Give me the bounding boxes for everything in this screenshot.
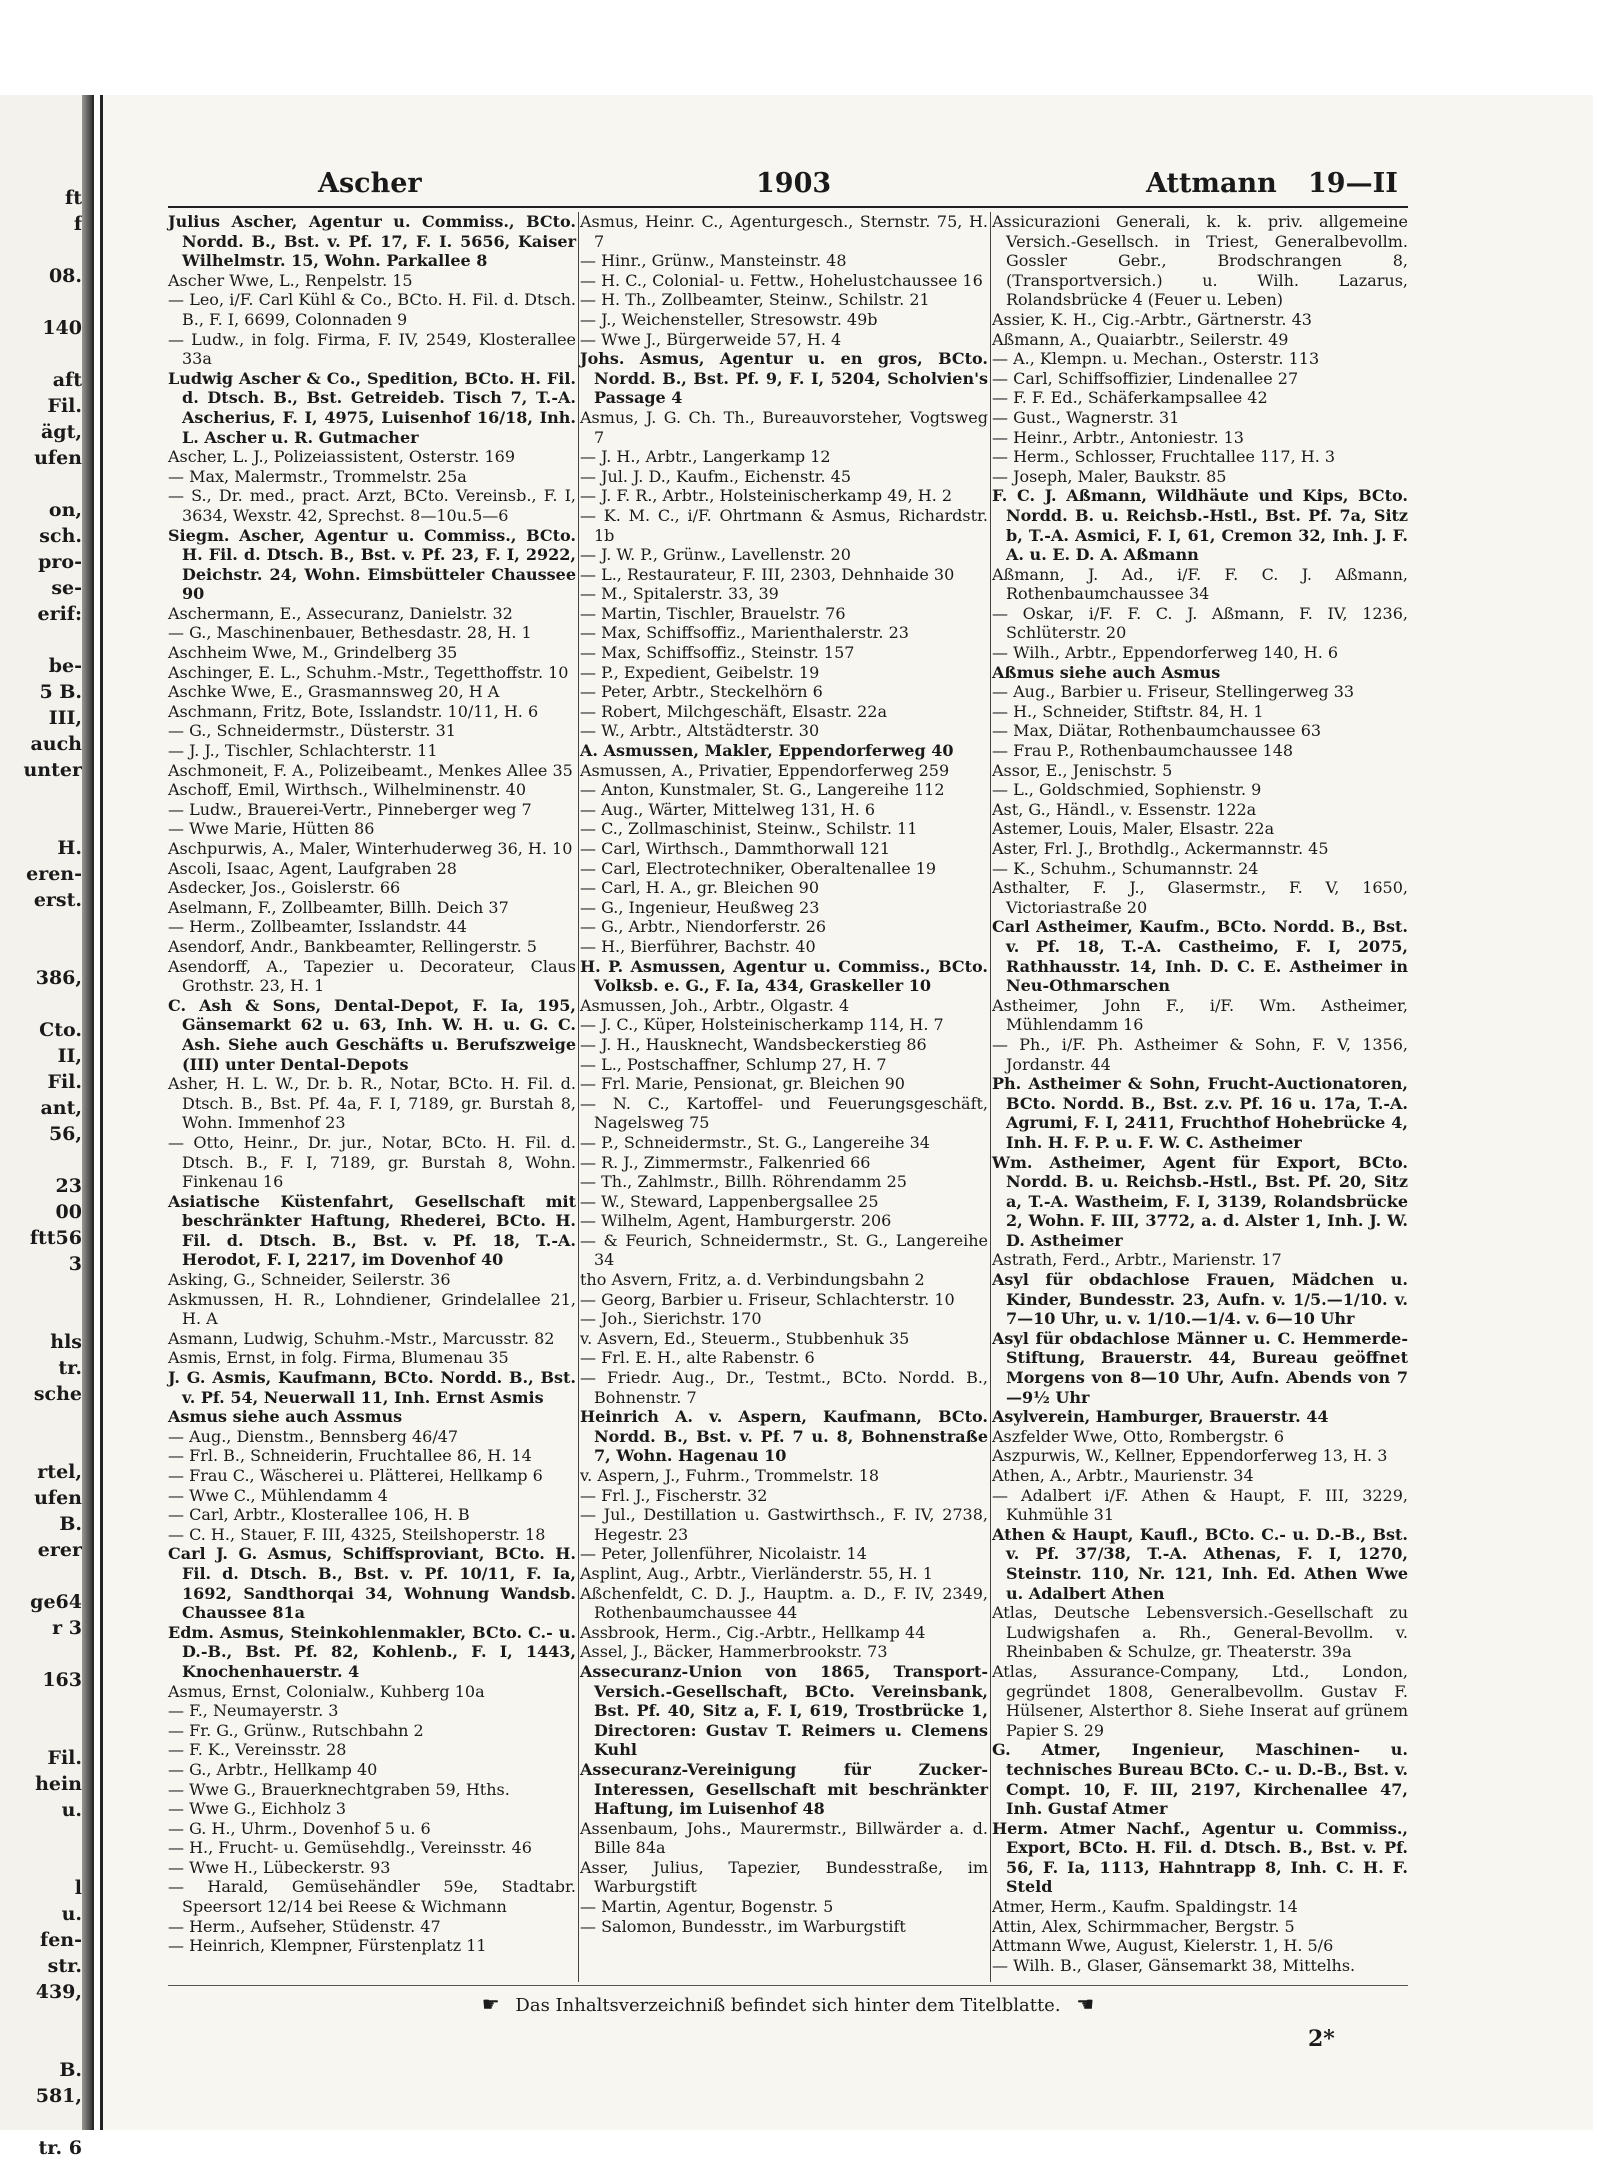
footer-note: [168, 1992, 1408, 2016]
directory-entry: Johs. Asmus, Agentur u. en gros, BCto. Nordd. B., Bst. Pf. 9, F. I, 5204, Scholvien's Passage 4: [580, 349, 988, 408]
left-page-fragment: [0, 341, 84, 367]
left-page-fragment: 439,: [35, 1981, 82, 2003]
directory-entry: — C. H., Stauer, F. III, 4325, Steilshoperstr. 18: [168, 1524, 546, 1544]
directory-entry: H. P. Asmussen, Agentur u. Commiss., BCto. Volksb. e. G., F. Ia, 434, Graskeller 10: [580, 956, 988, 996]
footer-text: Das Inhaltsverzeichniß befindet sich hinter dem Titelblatte.: [515, 1995, 1061, 2016]
left-page-fragment: Fil.: [47, 1071, 82, 1093]
left-page-fragment: sch.: [39, 525, 82, 547]
directory-entry: Asdecker, Jos., Goislerstr. 66: [168, 878, 401, 898]
directory-entry: Assbrook, Herm., Cig.-Arbtr., Hellkamp 44: [580, 1622, 926, 1642]
directory-entry: Asiatische Küstenfahrt, Gesellschaft mit beschränkter Haftung, Rhederei, BCto. H. Fil. d. Dtsch. B., Bst. v. Pf. 18, T.-A. Herodot, F. I, 2217, im Dovenhof 40: [168, 1191, 576, 1270]
directory-entry: — Carl, Electrotechniker, Oberaltenallee 19: [580, 858, 937, 878]
directory-entry: Aschoff, Emil, Wirthsch., Wilhelminenstr. 40: [168, 780, 527, 800]
left-page-fragment: auch: [30, 733, 82, 755]
directory-entry: Assor, E., Jenischstr. 5: [992, 760, 1173, 780]
directory-entry: Atlas, Deutsche Lebensversich.-Gesellschaft zu Ludwigshafen a. Rh., General-Bevollm. v. Rheinbaben & Schulze, gr. Theaterstr. 39a: [992, 1603, 1408, 1662]
directory-entry: — Carl, Schiffsoffizier, Lindenallee 27: [992, 368, 1299, 388]
directory-entry: — Frau C., Wäscherei u. Plätterei, Hellkamp 6: [168, 1466, 543, 1485]
directory-entry: Heinrich A. v. Aspern, Kaufmann, BCto. Nordd. B., Bst. v. Pf. 7 u. 8, Bohnenstraße 7, Wohn. Hagenau 10: [580, 1407, 988, 1466]
directory-entry: Aschpurwis, A., Maler, Winterhuderweg 36, H. 10: [168, 839, 573, 858]
directory-entry: — Wwe Marie, Hütten 86: [168, 819, 375, 839]
directory-entry: — G., Arbtr., Niendorferstr. 26: [580, 917, 827, 937]
directory-entry: Assier, K. H., Cig.-Arbtr., Gärtnerstr. 43: [992, 309, 1312, 329]
left-page-fragment: [0, 2109, 84, 2135]
directory-entry: — W., Steward, Lappenbergsallee 25: [580, 1191, 879, 1211]
directory-entry: Askmussen, H. R., Lohndiener, Grindelallee 21, H. A: [168, 1289, 576, 1329]
directory-entry: Astrath, Ferd., Arbtr., Marienstr. 17: [992, 1250, 1282, 1270]
directory-entry: Wm. Astheimer, Agent für Export, BCto. Nordd. B. u. Reichsb.-Hstl., Bst. Pf. 20, Sitz a, T.-A. Wastheim, F. I, 3139, Rolandsbrücke 2, Wohn. F. III, 3772, a. d. Alster 1, Inh. J. W. D. Astheimer: [992, 1152, 1408, 1250]
left-page-fragment: Fil.: [47, 395, 82, 417]
column-2: [580, 212, 988, 1982]
left-page-fragment: 56,: [48, 1123, 82, 1145]
directory-entry: Asendorff, A., Tapezier u. Decorateur, Claus Grothstr. 23, H. 1: [168, 956, 576, 996]
left-page-fragment: aft: [52, 369, 82, 391]
directory-entry: — Ph., i/F. Ph. Astheimer & Sohn, F. V, 1356, Jordanstr. 44: [992, 1034, 1408, 1074]
running-header: [168, 168, 1408, 202]
left-page-fragment: [0, 471, 84, 497]
directory-entry: — Otto, Heinr., Dr. jur., Notar, BCto. H. Fil. d. Dtsch. B., F. I, 7189, gr. Burstah 8, Wohn. Finkenau 16: [168, 1132, 576, 1192]
left-page-fragment: be-: [48, 655, 82, 677]
directory-entry: J. G. Asmis, Kaufmann, BCto. Nordd. B., Bst. v. Pf. 54, Neuerwall 11, Inh. Ernst Asmis: [168, 1368, 576, 1407]
directory-entry: — Robert, Milchgeschäft, Elsastr. 22a: [580, 701, 888, 721]
directory-entry: — M., Spitalerstr. 33, 39: [580, 584, 779, 604]
left-page-fragment: rtel,: [37, 1461, 82, 1483]
directory-entry: — S., Dr. med., pract. Arzt, BCto. Vereinsb., F. I, 3634, Wexstr. 42, Sprechst. 8—10u.5—6: [168, 486, 576, 525]
left-page-fragment: ufen: [34, 447, 82, 469]
left-page-fragment: [0, 1303, 84, 1329]
directory-entry: — G., Ingenieur, Heußweg 23: [580, 897, 820, 917]
directory-entry: — H., Frucht- u. Gemüsehdlg., Vereinsstr. 46: [168, 1838, 532, 1858]
left-page-fragment: 140: [42, 317, 82, 339]
directory-entry: — H., Bierführer, Bachstr. 40: [580, 936, 816, 956]
left-page-fragment: eren-: [26, 863, 82, 885]
directory-entry: — H. C., Colonial- u. Fettw., Hohelustchaussee 16: [580, 270, 983, 290]
directory-entry: — G., Maschinenbauer, Bethesdastr. 28, H. 1: [168, 623, 532, 643]
column-3: [992, 212, 1408, 1982]
directory-entry: — Wilh. B., Glaser, Gänsemarkt 38, Mittelhs.: [992, 1955, 1356, 1975]
page-gutter: [82, 95, 92, 2130]
pointing-hand-left-icon: ☚: [1076, 1992, 1095, 2016]
directory-entry: Asking, G., Schneider, Seilerstr. 36: [168, 1270, 451, 1290]
left-page-fragment: erer: [37, 1539, 82, 1561]
directory-entry: Aschmoneit, F. A., Polizeibeamt., Menkes Allee 35: [168, 760, 573, 780]
left-page-fragment: 386,: [35, 967, 82, 989]
left-page-fragment: fen-: [40, 1929, 82, 1951]
directory-entry: — Carl, Wirthsch., Dammthorwall 121: [580, 839, 891, 858]
header-first-entry: Ascher: [318, 168, 422, 199]
directory-entry: v. Asvern, Ed., Steuerm., Stubbenhuk 35: [580, 1328, 910, 1348]
directory-entry: — Heinrich, Klempner, Fürstenplatz 11: [168, 1936, 487, 1956]
directory-entry: Attin, Alex, Schirmmacher, Bergstr. 5: [992, 1916, 1295, 1936]
left-page-fragment: Cto.: [39, 1019, 82, 1041]
directory-entry: — Carl, Arbtr., Klosterallee 106, H. B: [168, 1505, 470, 1525]
left-page-fragment: [0, 1641, 84, 1667]
directory-entry: — G., Arbtr., Hellkamp 40: [168, 1759, 378, 1779]
directory-entry: — Fr. G., Grünw., Rutschbahn 2: [168, 1720, 424, 1740]
directory-entry: — A., Klempn. u. Mechan., Osterstr. 113: [992, 349, 1320, 369]
directory-entry: — F. F. Ed., Schäferkampsallee 42: [992, 388, 1268, 408]
directory-entry: — Frl. J., Fischerstr. 32: [580, 1485, 768, 1505]
directory-entry: Asyl für obdachlose Frauen, Mädchen u. Kinder, Bundesstr. 23, Aufn. v. 1/5.—1/10. v. 7—10 Uhr, u. v. 1/10.—1/4. v. 6—10 Uhr: [992, 1270, 1408, 1329]
directory-entry: — Friedr. Aug., Dr., Testmt., BCto. Nordd. B., Bohnenstr. 7: [580, 1368, 988, 1407]
directory-entry: A. Asmussen, Makler, Eppendorferweg 40: [580, 741, 954, 761]
directory-entry: Asmus, Ernst, Colonialw., Kuhberg 10a: [168, 1681, 485, 1701]
directory-entry: — K., Schuhm., Schumannstr. 24: [992, 858, 1259, 878]
left-page-fragment: [0, 1719, 84, 1745]
directory-entry: Athen & Haupt, Kaufl., BCto. C.- u. D.-B., Bst. v. Pf. 37/38, T.-A. Athenas, F. I, 1270, Steinstr. 110, Nr. 121, Inh. Ed. Athen Wwe u. Adalbert Athen: [992, 1524, 1408, 1603]
directory-entry: — P., Expedient, Geibelstr. 19: [580, 662, 820, 682]
directory-entry: — & Feurich, Schneidermstr., St. G., Langereihe 34: [580, 1230, 988, 1270]
directory-entry: Aßchenfeldt, C. D. J., Hauptm. a. D., F. IV, 2349, Rothenbaumchaussee 44: [580, 1583, 988, 1623]
left-page-fragment: 08.: [48, 265, 82, 287]
directory-entry: Atlas, Assurance-Company, Ltd., London, gegründet 1808, Generalbevollm. Gustav F. Hülsener, Alsterthor 8. Siehe Inserat auf grünem Papier S. 29: [992, 1661, 1408, 1740]
directory-entry: — N. C., Kartoffel- und Feuerungsgeschäft, Nagelsweg 75: [580, 1093, 988, 1133]
directory-entry: — Anton, Kunstmaler, St. G., Langereihe 112: [580, 780, 945, 800]
left-page-fragment: f: [73, 213, 82, 235]
directory-entry: Aschermann, E., Assecuranz, Danielstr. 32: [168, 603, 513, 623]
directory-entry: G. Atmer, Ingenieur, Maschinen- u. technisches Bureau BCto. C.- u. D.-B., Bst. v. Compt. 10, F. III, 2197, Kirchenallee 47, Inh. Gustaf Atmer: [992, 1740, 1408, 1819]
left-page-fragment: 5 B.: [39, 681, 82, 703]
left-page-fragment: [0, 991, 84, 1017]
left-page-fragment: [0, 1407, 84, 1433]
directory-entry: — Martin, Tischler, Brauelstr. 76: [580, 603, 846, 623]
left-page-fragment: [0, 1147, 84, 1173]
directory-entry: — Frau P., Rothenbaumchaussee 148: [992, 741, 1294, 761]
pointing-hand-icon: ☛: [481, 1992, 500, 2016]
directory-entry: C. Ash & Sons, Dental-Depot, F. Ia, 195, Gänsemarkt 62 u. 63, Inh. W. H. u. G. C. Ash. Siehe auch Geschäfts u. Berufszweige (III) unter Dental-Depots: [168, 995, 576, 1074]
left-page-fragment: Fil.: [47, 1747, 82, 1769]
directory-entry: Julius Ascher, Agentur u. Commiss., BCto. Nordd. B., Bst. v. Pf. 17, F. I. 5656, Kaiser Wilhelmstr. 15, Wohn. Parkallee 8: [168, 212, 576, 271]
directory-entry: — Frl. B., Schneiderin, Fruchtallee 86, H. 14: [168, 1446, 532, 1466]
directory-entry: — Jul. J. D., Kaufm., Eichenstr. 45: [580, 466, 851, 486]
left-page-fragment: B.: [59, 1513, 82, 1535]
directory-entry: — Oskar, i/F. F. C. J. Aßmann, F. IV, 1236, Schlüterstr. 20: [992, 603, 1408, 643]
printer-signature: 2*: [1308, 2026, 1335, 2052]
directory-entry: Asplint, Aug., Arbtr., Vierländerstr. 55, H. 1: [580, 1563, 933, 1583]
directory-entry: — J. H., Arbtr., Langerkamp 12: [580, 447, 831, 467]
directory-entry: — P., Schneidermstr., St. G., Langereihe 34: [580, 1132, 930, 1152]
left-page-fragment: erst.: [33, 889, 82, 911]
directory-entry: — Hinr., Grünw., Mansteinstr. 48: [580, 251, 847, 271]
left-page-fragment: [0, 939, 84, 965]
left-page-fragment: [0, 237, 84, 263]
directory-entry: Herm. Atmer Nachf., Agentur u. Commiss., Export, BCto. H. Fil. d. Dtsch. B., Bst. v. Pf. 56, F. Ia, 1113, Hahntrapp 8, Inh. C. H. F. Steld: [992, 1818, 1408, 1897]
directory-entry: — Max, Malermstr., Trommelstr. 25a: [168, 466, 467, 486]
directory-entry: Astheimer, John F., i/F. Wm. Astheimer, Mühlendamm 16: [992, 995, 1408, 1035]
left-page-fragment: r 3: [52, 1617, 82, 1639]
left-page-fragment: H.: [57, 837, 82, 859]
directory-entry: — Aug., Barbier u. Friseur, Stellingerweg 33: [992, 682, 1355, 702]
directory-entry: — Martin, Agentur, Bogenstr. 5: [580, 1897, 834, 1917]
left-page-fragment: l: [74, 1877, 82, 1899]
directory-entry: — Ludw., in folg. Firma, F. IV, 2549, Klosterallee 33a: [168, 329, 576, 369]
left-page-fragment: 581,: [35, 2085, 82, 2107]
directory-entry: Asyl für obdachlose Männer u. C. Hemmerde-Stiftung, Brauerstr. 44, Bureau geöffnet Morgens von 8—10 Uhr, Aufn. Abends von 7—9½ Uhr: [992, 1328, 1408, 1407]
directory-entry: Assenbaum, Johs., Maurermstr., Billwärder a. d. Bille 84a: [580, 1818, 988, 1858]
directory-entry: Ph. Astheimer & Sohn, Frucht-Auctionatoren, BCto. Nordd. B., Bst. z.v. Pf. 16 u. 17a, T.-A. Agrumi, F. I, 2411, Fruchthof Hohebrücke 4, Inh. H. F. P. u. F. W. C. Astheimer: [992, 1074, 1408, 1152]
directory-entry: Asmus, J. G. Ch. Th., Bureauvorsteher, Vogtsweg 7: [580, 407, 988, 447]
directory-entry: — Salomon, Bundesstr., im Warburgstift: [580, 1916, 906, 1936]
directory-entry: Asthalter, F. J., Glasermstr., F. V, 1650, Victoriastraße 20: [992, 878, 1408, 917]
directory-entry: — H., Schneider, Stiftstr. 84, H. 1: [992, 701, 1264, 721]
directory-entry: — Joh., Sierichstr. 170: [580, 1309, 762, 1329]
directory-entry: Aßmann, A., Quaiarbtr., Seilerstr. 49: [992, 329, 1289, 349]
directory-entry: — Frl. Marie, Pensionat, gr. Bleichen 90: [580, 1074, 905, 1094]
directory-entry: Assel, J., Bäcker, Hammerbrookstr. 73: [580, 1642, 888, 1662]
left-page-fragment: erif:: [37, 603, 82, 625]
left-page-fragment: III,: [48, 707, 82, 729]
left-page-fragment: [0, 627, 84, 653]
directory-entry: — R. J., Zimmermstr., Falkenried 66: [580, 1152, 871, 1172]
directory-entry: — Wilh., Arbtr., Eppendorferweg 140, H. 6: [992, 643, 1339, 663]
left-page-fragment: 163: [42, 1669, 82, 1691]
directory-entry: Ascher, L. J., Polizeiassistent, Osterstr. 169: [168, 447, 515, 467]
left-page-fragment: [0, 913, 84, 939]
left-page-fragment: ägt,: [41, 421, 82, 443]
directory-entry: — Peter, Arbtr., Steckelhörn 6: [580, 682, 823, 702]
directory-entry: Asmus, Heinr. C., Agenturgesch., Sternstr. 75, H. 7: [580, 212, 988, 251]
directory-entry: — Georg, Barbier u. Friseur, Schlachterstr. 10: [580, 1289, 955, 1309]
left-page-fragment: hls: [50, 1331, 82, 1353]
left-page-fragment: tr. 6: [38, 2137, 82, 2159]
directory-entry: — H. Th., Zollbeamter, Steinw., Schilstr. 21: [580, 290, 930, 310]
directory-entry: — Harald, Gemüsehändler 59e, Stadtabr. Speersort 12/14 bei Reese & Wichmann: [168, 1877, 576, 1917]
directory-entry: — Max, Schiffsoffiz., Marienthalerstr. 23: [580, 623, 909, 643]
directory-entry: Asylverein, Hamburger, Brauerstr. 44: [992, 1407, 1329, 1427]
left-page-fragment: [0, 1433, 84, 1459]
left-page-fragment: II,: [57, 1045, 82, 1067]
left-page-fragment: ftt56: [29, 1227, 82, 1249]
directory-entry: Aschheim Wwe, M., Grindelberg 35: [168, 643, 458, 663]
left-page-fragment: [0, 2005, 84, 2031]
directory-entry: — L., Goldschmied, Sophienstr. 9: [992, 780, 1262, 800]
directory-entry: Ast, G., Händl., v. Essenstr. 122a: [992, 799, 1257, 819]
left-page-fragments: [0, 185, 84, 2161]
directory-entry: Assecuranz-Union von 1865, Transport-Versich.-Gesellschaft, BCto. Vereinsbank, Bst. Pf. 40, Sitz a, F. I, 619, Trostbrücke 1, Directoren: Gustav T. Reimers u. Clemens Kuhl: [580, 1661, 988, 1760]
directory-entry: Aszfelder Wwe, Otto, Rombergstr. 6: [992, 1426, 1285, 1446]
left-page-fragment: str.: [47, 1955, 82, 1977]
directory-entry: Ascoli, Isaac, Agent, Laufgraben 28: [168, 858, 457, 878]
directory-entry: — J. F. R., Arbtr., Holsteinischerkamp 49, H. 2: [580, 486, 953, 506]
directory-entry: Asmis, Ernst, in folg. Firma, Blumenau 35: [168, 1348, 509, 1368]
directory-entry: Assicurazioni Generali, k. k. priv. allgemeine Versich.-Gesellsch. in Triest, Generalbevollm. Gossler Gebr., Brodschrangen 8, (Transportversich.) u. Wilh. Lazarus, Rolandsbrücke 4 (Feuer u. Leben): [992, 212, 1408, 310]
directory-entry: F. C. J. Aßmann, Wildhäute und Kips, BCto. Nordd. B. u. Reichsb.-Hstl., Bst. Pf. 7a, Sitz b, T.-A. Asmici, F. I, 61, Cremon 32, Inh. J. F. A. u. E. D. A. Aßmann: [992, 486, 1408, 565]
left-page-fragment: se-: [51, 577, 82, 599]
directory-entry: — J., Weichensteller, Stresowstr. 49b: [580, 309, 878, 329]
column-divider: [990, 212, 991, 1982]
left-page-fragment: [0, 1277, 84, 1303]
directory-entry: — Adalbert i/F. Athen & Haupt, F. III, 3229, Kuhmühle 31: [992, 1485, 1408, 1525]
left-page-fragment: tr.: [58, 1357, 82, 1379]
left-page-fragment: ft: [65, 187, 82, 209]
directory-entry: — K. M. C., i/F. Ohrtmann & Asmus, Richardstr. 1b: [580, 505, 988, 545]
directory-entry: — Herm., Zollbeamter, Isslandstr. 44: [168, 917, 467, 937]
directory-entry: — Ludw., Brauerei-Vertr., Pinneberger weg 7: [168, 799, 532, 819]
directory-entry: — Jul., Destillation u. Gastwirthsch., F. IV, 2738, Hegestr. 23: [580, 1505, 988, 1544]
left-page-fragment: [0, 1563, 84, 1589]
directory-entry: — Th., Zahlmstr., Billh. Röhrendamm 25: [580, 1172, 907, 1192]
directory-entry: — F. K., Vereinsstr. 28: [168, 1740, 347, 1760]
directory-entry: tho Asvern, Fritz, a. d. Verbindungsbahn 2: [580, 1270, 925, 1290]
directory-entry: — Max, Diätar, Rothenbaumchaussee 63: [992, 721, 1322, 741]
left-page-edge: [0, 95, 94, 2159]
directory-entry: — W., Arbtr., Altstädterstr. 30: [580, 721, 820, 741]
left-page-fragment: ant,: [40, 1097, 82, 1119]
left-page-fragment: sche: [33, 1383, 82, 1405]
directory-entry: — Wwe G., Eichholz 3: [168, 1799, 347, 1819]
directory-entry: — J. W. P., Grünw., Lavellenstr. 20: [580, 545, 851, 565]
column-1: [168, 212, 576, 1982]
left-page-fragment: pro-: [38, 551, 82, 573]
directory-entry: — J. C., Küper, Holsteinischerkamp 114, H. 7: [580, 1015, 944, 1035]
directory-entry: Siegm. Ascher, Agentur u. Commiss., BCto. H. Fil. d. Dtsch. B., Bst. v. Pf. 23, F. I, 2922, Deichstr. 24, Wohn. Eimsbütteler Chaussee 90: [168, 525, 576, 604]
directory-entry: — Wilhelm, Agent, Hamburgerstr. 206: [580, 1211, 892, 1231]
left-page-fragment: ufen: [34, 1487, 82, 1509]
left-page-fragment: [0, 1693, 84, 1719]
directory-entry: Asendorf, Andr., Bankbeamter, Rellingerstr. 5: [168, 936, 537, 956]
directory-entry: Assecuranz-Vereinigung für Zucker-Interessen, Gesellschaft mit beschränkter Haftung, im Luisenhof 48: [580, 1759, 988, 1819]
directory-entry: — Frl. E. H., alte Rabenstr. 6: [580, 1348, 815, 1368]
left-page-fragment: [0, 783, 84, 809]
directory-entry: — L., Restaurateur, F. III, 2303, Dehnhaide 30: [580, 564, 955, 584]
directory-entry: Carl J. G. Asmus, Schiffsproviant, BCto. H. Fil. d. Dtsch. B., Bst. v. Pf. 10/11, F. Ia, 1692, Sandthorqai 34, Wohnung Wandsb. Chaussee 81a: [168, 1544, 576, 1623]
left-page-fragment: ge64: [30, 1591, 82, 1613]
column-divider: [578, 212, 579, 1982]
directory-entry: Aster, Frl. J., Brothdlg., Ackermannstr. 45: [992, 839, 1329, 858]
directory-entry: Asmus siehe auch Assmus: [168, 1407, 403, 1427]
header-year: 1903: [756, 168, 832, 199]
directory-entry: — Wwe C., Mühlendamm 4: [168, 1485, 388, 1505]
left-page-fragment: [0, 1823, 84, 1849]
directory-entry: — Aug., Dienstm., Bennsberg 46/47: [168, 1426, 459, 1446]
directory-entry: Astemer, Louis, Maler, Elsastr. 22a: [992, 819, 1275, 839]
directory-entry: Edm. Asmus, Steinkohlenmakler, BCto. C.- u. D.-B., Bst. Pf. 82, Kohlenb., F. I, 1443, Knochenhauerstr. 4: [168, 1622, 576, 1681]
directory-entry: Athen, A., Arbtr., Maurienstr. 34: [992, 1466, 1254, 1485]
directory-entry: Ascher Wwe, L., Renpelstr. 15: [168, 270, 413, 290]
left-page-fragment: [0, 289, 84, 315]
left-page-fragment: B.: [59, 2059, 82, 2081]
directory-entry: Aßmann, J. Ad., i/F. F. C. J. Aßmann, Rothenbaumchaussee 34: [992, 564, 1408, 604]
header-page-number: 19—II: [1308, 168, 1398, 199]
directory-entry: — Peter, Jollenführer, Nicolaistr. 14: [580, 1544, 867, 1564]
directory-entry: — C., Zollmaschinist, Steinw., Schilstr. 11: [580, 819, 918, 839]
left-page-fragment: 23: [55, 1175, 82, 1197]
footer-rule: [168, 1985, 1408, 1986]
directory-entry: Asmussen, Joh., Arbtr., Olgastr. 4: [580, 995, 850, 1015]
directory-entry: — J. H., Hausknecht, Wandsbeckerstieg 86: [580, 1034, 927, 1054]
directory-entry: Aschke Wwe, E., Grasmannsweg 20, H A: [168, 682, 500, 702]
directory-entry: — Herm., Aufseher, Stüdenstr. 47: [168, 1916, 441, 1936]
directory-entry: — L., Postschaffner, Schlump 27, H. 7: [580, 1054, 887, 1074]
left-page-fragment: 3: [68, 1253, 82, 1275]
directory-entry: — Heinr., Arbtr., Antoniestr. 13: [992, 427, 1244, 447]
directory-entry: Aszpurwis, W., Kellner, Eppendorferweg 13, H. 3: [992, 1446, 1388, 1466]
left-page-fragment: hein: [35, 1773, 82, 1795]
directory-entry: Atmer, Herm., Kaufm. Spaldingstr. 14: [992, 1897, 1298, 1917]
directory-entry: — G., Schneidermstr., Düsterstr. 31: [168, 721, 456, 741]
directory-entry: Asher, H. L. W., Dr. b. R., Notar, BCto. H. Fil. d. Dtsch. B., Bst. Pf. 4a, F. I, 7189, gr. Burstah 8, Wohn. Immenhof 23: [168, 1074, 576, 1133]
directory-entry: Aschinger, E. L., Schuhm.-Mstr., Tegetthoffstr. 10: [168, 662, 569, 682]
directory-entry: Aselmann, F., Zollbeamter, Billh. Deich 37: [168, 897, 509, 917]
header-rule: [168, 206, 1408, 208]
directory-entry: Carl Astheimer, Kaufm., BCto. Nordd. B., Bst. v. Pf. 18, T.-A. Castheimo, F. I, 2075, Rathhausstr. 14, Inh. D. C. E. Astheimer in Neu-Othmarschen: [992, 917, 1408, 996]
directory-entry: Asmann, Ludwig, Schuhm.-Mstr., Marcusstr. 82: [168, 1328, 555, 1348]
directory-entry: — Gust., Wagnerstr. 31: [992, 407, 1180, 427]
left-page-fragment: 00: [55, 1201, 82, 1223]
directory-entry: Aßmus siehe auch Asmus: [992, 662, 1221, 682]
directory-entry: — J. J., Tischler, Schlachterstr. 11: [168, 741, 438, 761]
directory-entry: — Leo, i/F. Carl Kühl & Co., BCto. H. Fil. d. Dtsch. B., F. I, 6699, Colonnaden 9: [168, 290, 576, 329]
left-page-fragment: unter: [23, 759, 82, 781]
directory-entry: Aschmann, Fritz, Bote, Isslandstr. 10/11, H. 6: [168, 701, 539, 721]
left-page-fragment: on,: [48, 499, 82, 521]
directory-entry: — F., Neumayerstr. 3: [168, 1701, 339, 1721]
directory-entry: — G. H., Uhrm., Dovenhof 5 u. 6: [168, 1818, 431, 1838]
left-page-fragment: [0, 2031, 84, 2057]
directory-entry: v. Aspern, J., Fuhrm., Trommelstr. 18: [580, 1466, 880, 1485]
directory-entry: Attmann Wwe, August, Kielerstr. 1, H. 5/6: [992, 1936, 1334, 1956]
directory-entry: Asser, Julius, Tapezier, Bundesstraße, im Warburgstift: [580, 1857, 988, 1897]
header-last-entry: Attmann: [1146, 168, 1277, 199]
directory-entry: Asmussen, A., Privatier, Eppendorferweg 259: [580, 760, 950, 780]
directory-entry: — Wwe G., Brauerknechtgraben 59, Hths.: [168, 1779, 510, 1799]
directory-entry: Ludwig Ascher & Co., Spedition, BCto. H. Fil. d. Dtsch. B., Bst. Getreideb. Tisch 7, T.-A. Ascherius, F. I, 4975, Luisenhof 16/18, Inh. L. Ascher u. R. Gutmacher: [168, 368, 576, 447]
left-page-fragment: u.: [61, 1903, 82, 1925]
directory-entry: — Aug., Wärter, Mittelweg 131, H. 6: [580, 799, 876, 819]
left-page-fragment: [0, 809, 84, 835]
directory-entry: — Max, Schiffsoffiz., Steinstr. 157: [580, 643, 855, 663]
directory-entry: — Carl, H. A., gr. Bleichen 90: [580, 878, 819, 898]
directory-entry: — Wwe J., Bürgerweide 57, H. 4: [580, 329, 842, 349]
left-page-fragment: [0, 1849, 84, 1875]
directory-entry: — Herm., Schlosser, Fruchtallee 117, H. 3: [992, 447, 1336, 467]
directory-entry: — Joseph, Maler, Baukstr. 85: [992, 466, 1227, 486]
directory-entry: — Wwe H., Lübeckerstr. 93: [168, 1857, 391, 1877]
left-page-fragment: u.: [61, 1799, 82, 1821]
